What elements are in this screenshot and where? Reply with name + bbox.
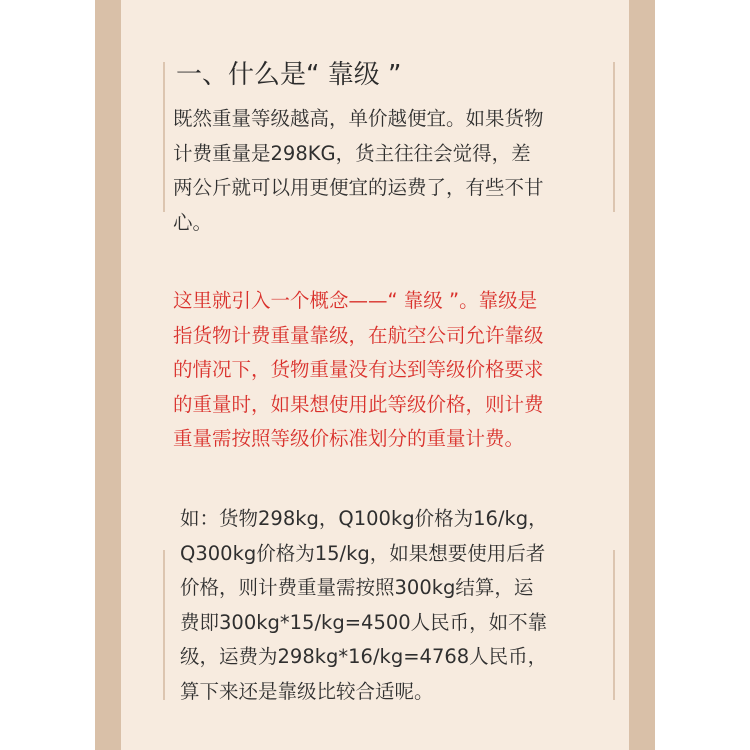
paragraph-line: 费即300kg*15/kg=4500人民币，如不靠 [180, 610, 548, 634]
right-bottom-rule [613, 550, 615, 700]
paragraph-line: Q300kg价格为15/kg，如果想要使用后者 [180, 541, 546, 565]
right-border-band [629, 0, 655, 750]
paragraph-line: 心。 [173, 210, 213, 234]
left-top-rule [163, 62, 165, 212]
paragraph-line: 算下来还是靠级比较合适呢。 [180, 679, 434, 703]
paragraph-line: 两公斤就可以用更便宜的运费了，有些不甘 [173, 176, 544, 199]
paragraph-line: 的重量时，如果想使用此等级价格，则计费 [173, 392, 544, 416]
paragraph-line: 如：货物298kg，Q100kg价格为16/kg， [180, 507, 548, 530]
paragraph-line: 计费重量是298KG，货主往往会觉得，差 [173, 141, 531, 165]
paragraph-line: 价格，则计费重量需按照300kg结算，运 [180, 576, 534, 599]
paragraph-example [180, 502, 548, 709]
section-heading: 一、什么是“ 靠级 ” [176, 60, 402, 90]
paragraph-line: 重量需按照等级价标准划分的重量计费。 [173, 427, 525, 450]
paragraph-line: 指货物计费重量靠级，在航空公司允许靠级 [173, 323, 544, 347]
paragraph-line: 既然重量等级越高，单价越便宜。如果货物 [173, 107, 544, 130]
paragraph-line: 级，运费为298kg*16/kg=4768人民币， [180, 645, 548, 668]
paragraph-line: 的情况下，货物重量没有达到等级价格要求 [173, 358, 544, 381]
paragraph-concept [173, 284, 544, 457]
right-top-rule [613, 62, 615, 212]
paragraph-line: 这里就引入一个概念——“ 靠级 ”。靠级是 [173, 289, 538, 312]
paragraph-intro [173, 102, 544, 240]
left-border-band [95, 0, 121, 750]
left-bottom-rule [163, 550, 165, 700]
